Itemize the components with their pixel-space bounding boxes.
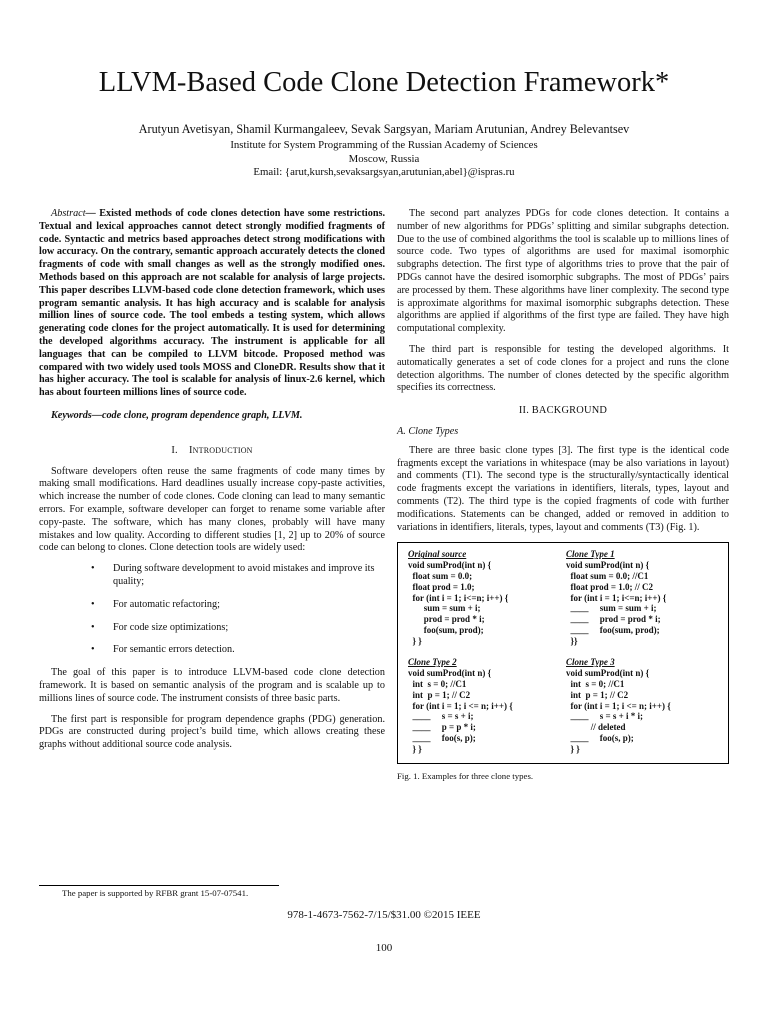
abstract bbox=[39, 208, 385, 400]
left-column bbox=[39, 208, 385, 760]
code-line: ____ p = p * i; bbox=[408, 722, 476, 733]
code-line: for (int i = 1; i <= n; i++) { bbox=[408, 700, 513, 711]
figure-caption: Fig. 1. Examples for three clone types. bbox=[397, 771, 534, 782]
code-line: float sum = 0.0; bbox=[408, 570, 473, 581]
right-paragraph-1: The second part analyzes PDGs for code clones detection. It contains a number of new algorithms for PDGs’ splitting and similar subgraphs detection. Due to the use of combined algorithms the tool is scalable up to millions lines of source code. Two types of algorithms are used for maximal isomorphic subgraphs detection. The first type of algorithms tries to prove that the pair of PDGs cannot have the desired isomorphic subgraphs. The most of PDGs’ pairs are processed by them. These algorithms have liner complexity. The second type is approximate algorithms for maximal isomorphic subgraphs detection. These algorithms are applied if algorithms of the first type are failed. They have high computational complexity. bbox=[397, 208, 729, 335]
code-line: int p = 1; // C2 bbox=[408, 689, 471, 700]
affiliation-email: Email: {arut,kursh,sevaksargsyan,arutunian,abel}@ispras.ru bbox=[253, 166, 515, 179]
code-line: sum = sum + i; bbox=[408, 603, 481, 614]
code-line: } } bbox=[408, 743, 422, 754]
section-heading-background: II. BACKGROUND bbox=[518, 405, 608, 417]
code-line: int s = 0; //C1 bbox=[408, 678, 467, 689]
list-item: • During software development to avoid mistakes and improve its quality; bbox=[113, 563, 385, 589]
code-type-2 bbox=[408, 657, 560, 754]
code-line: ____ foo(s, p); bbox=[408, 732, 476, 743]
code-line: for (int i = 1; i <= n; i++) { bbox=[566, 700, 671, 711]
code-line: float prod = 1.0; bbox=[408, 581, 475, 592]
code-header: Clone Type 1 bbox=[566, 549, 615, 560]
subsection-heading-clone-types: A. Clone Types bbox=[397, 425, 459, 437]
isbn-line: 978-1-4673-7562-7/15/$31.00 ©2015 IEEE bbox=[287, 909, 481, 921]
list-item: • For code size optimizations; bbox=[113, 622, 385, 635]
code-header: Clone Type 3 bbox=[566, 657, 615, 668]
code-line: float sum = 0.0; //C1 bbox=[566, 570, 649, 581]
affiliation-institute: Institute for System Programming of the Russian Academy of Sciences bbox=[230, 139, 538, 151]
footnote-divider bbox=[39, 885, 279, 886]
list-item: • For semantic errors detection. bbox=[113, 644, 385, 657]
footnote: The paper is supported by RFBR grant 15-07-07541. bbox=[62, 888, 249, 898]
section-initial: I bbox=[189, 444, 193, 456]
code-line: for (int i = 1; i<=n; i++) { bbox=[408, 592, 509, 603]
code-line: foo(sum, prod); bbox=[408, 624, 484, 635]
right-column bbox=[397, 208, 729, 783]
code-line: ____ foo(sum, prod); bbox=[566, 624, 660, 635]
background-paragraph-1: There are three basic clone types [3]. The first type is the identical code fragments except the variations in whitespace (may be also variations in layout) and comments (T1). The second type is the structurally/syntactically identical code fragments except the variations in identifiers, literals, types, layout and comments (T2). The third type is the copied fragments of code with further modifications. Statements can be changed, added or removed in addition to variations in identifiers, literals, types, layout and comments (T3) (Fig. 1). bbox=[397, 444, 729, 533]
code-line: int p = 1; // C2 bbox=[566, 689, 629, 700]
code-original bbox=[408, 549, 560, 646]
code-line: ____ prod = prod * i; bbox=[566, 614, 661, 625]
abstract-text: — Existed methods of code clones detection have some restrictions. Textual and lexical approaches cannot detect strongly modified fragments of code. Syntactic and metrics based approaches detect strong modifications with low accuracy. On the contrary, semantic approach accurately detects the cloned fragments of code with small changes as well as the strongly modified ones. Methods based on this approach are not scalable for analysis of large projects. This paper describes LLVM-based code clone detection framework, which uses program semantic analysis. It has high accuracy and is scalable for analysis million lines of source code. The tool embeds a testing system, which allows generating code clones for the project automatically. It is used for determining the developed algorithms accuracy. The instrument is applicable for all languages that can be compiled to LLVM bitcode. Proposed method was compared with two widely used tools MOSS and CloneDR. Results show that it has higher accuracy. The tool is scalable for analysis of linux-2.6 kernel, which has about fourteen millions lines of source code. bbox=[39, 208, 385, 399]
code-line: } } bbox=[566, 743, 580, 754]
code-line: ____ sum = sum + i; bbox=[566, 603, 657, 614]
code-line: ____ s = s + i; bbox=[408, 711, 474, 722]
bullet-list bbox=[39, 563, 385, 657]
authors: Arutyun Avetisyan, Shamil Kurmangaleev, Sevak Sargsyan, Mariam Arutunian, Andrey Belevantsev bbox=[138, 122, 630, 136]
paper-title: LLVM-Based Code Clone Detection Framework* bbox=[98, 67, 670, 98]
section-rest: NTRODUCTION bbox=[192, 445, 253, 455]
intro-paragraph-3: The first part is responsible for program dependence graphs (PDG) generation. PDGs are constructed during project’s build time, which allows creating these graphs without additional source code analysis. bbox=[39, 713, 385, 751]
code-line: // deleted bbox=[566, 722, 626, 733]
code-line: } } bbox=[408, 635, 422, 646]
code-line: ____ foo(s, p); bbox=[566, 732, 634, 743]
code-type-1 bbox=[566, 549, 718, 646]
code-type-3 bbox=[566, 657, 718, 754]
code-header: Clone Type 2 bbox=[408, 657, 457, 668]
right-paragraph-2: The third part is responsible for testing the developed algorithms. It automatically generates a set of code clones for a project and runs the clone detection algorithms. The number of clones detected by the specific algorithm specifies its correctness. bbox=[397, 343, 729, 394]
code-line: int s = 0; //C1 bbox=[566, 678, 625, 689]
affiliation bbox=[0, 139, 768, 180]
intro-paragraph-2: The goal of this paper is to introduce LLVM-based code clone detection framework. It is based on semantic analysis of the program and is scalable up to millions lines of source code. The instrument consists of three basic parts. bbox=[39, 667, 385, 704]
abstract-lead: Abstract bbox=[51, 208, 86, 219]
code-line: void sumProd(int n) { bbox=[408, 668, 492, 679]
code-line: }} bbox=[566, 635, 578, 646]
keywords: Keywords—code clone, program dependence graph, LLVM. bbox=[51, 409, 303, 421]
code-line: void sumProd(int n) { bbox=[566, 560, 650, 571]
code-line: void sumProd(int n) { bbox=[566, 668, 650, 679]
code-line: for (int i = 1; i<=n; i++) { bbox=[566, 592, 667, 603]
intro-paragraph-1: Software developers often reuse the same fragments of code many times by making small modifications. Hard deadlines usually increase copy-paste activities, which increase the number of code clones. Code cloning can lead to many semantic errors. For example, software developer can forget to rename some variable after copy-paste. The software, which has many clones, probably will have many mistakes and low quality. According to different studies [1, 2] up to 20% of source code can belong to clones. Clone detection tools are widely used: bbox=[39, 465, 385, 554]
section-heading-introduction bbox=[39, 445, 385, 458]
section-number: I. bbox=[171, 444, 178, 456]
code-line: ____ s = s + i * i; bbox=[566, 711, 644, 722]
affiliation-city: Moscow, Russia bbox=[348, 152, 420, 165]
list-item: • For automatic refactoring; bbox=[113, 599, 385, 612]
figure-code-examples bbox=[397, 542, 729, 764]
code-header: Original source bbox=[408, 549, 467, 560]
code-line: float prod = 1.0; // C2 bbox=[566, 581, 653, 592]
code-line: void sumProd(int n) { bbox=[408, 560, 492, 571]
page-number: 100 bbox=[375, 942, 393, 954]
code-line: prod = prod * i; bbox=[408, 614, 485, 625]
